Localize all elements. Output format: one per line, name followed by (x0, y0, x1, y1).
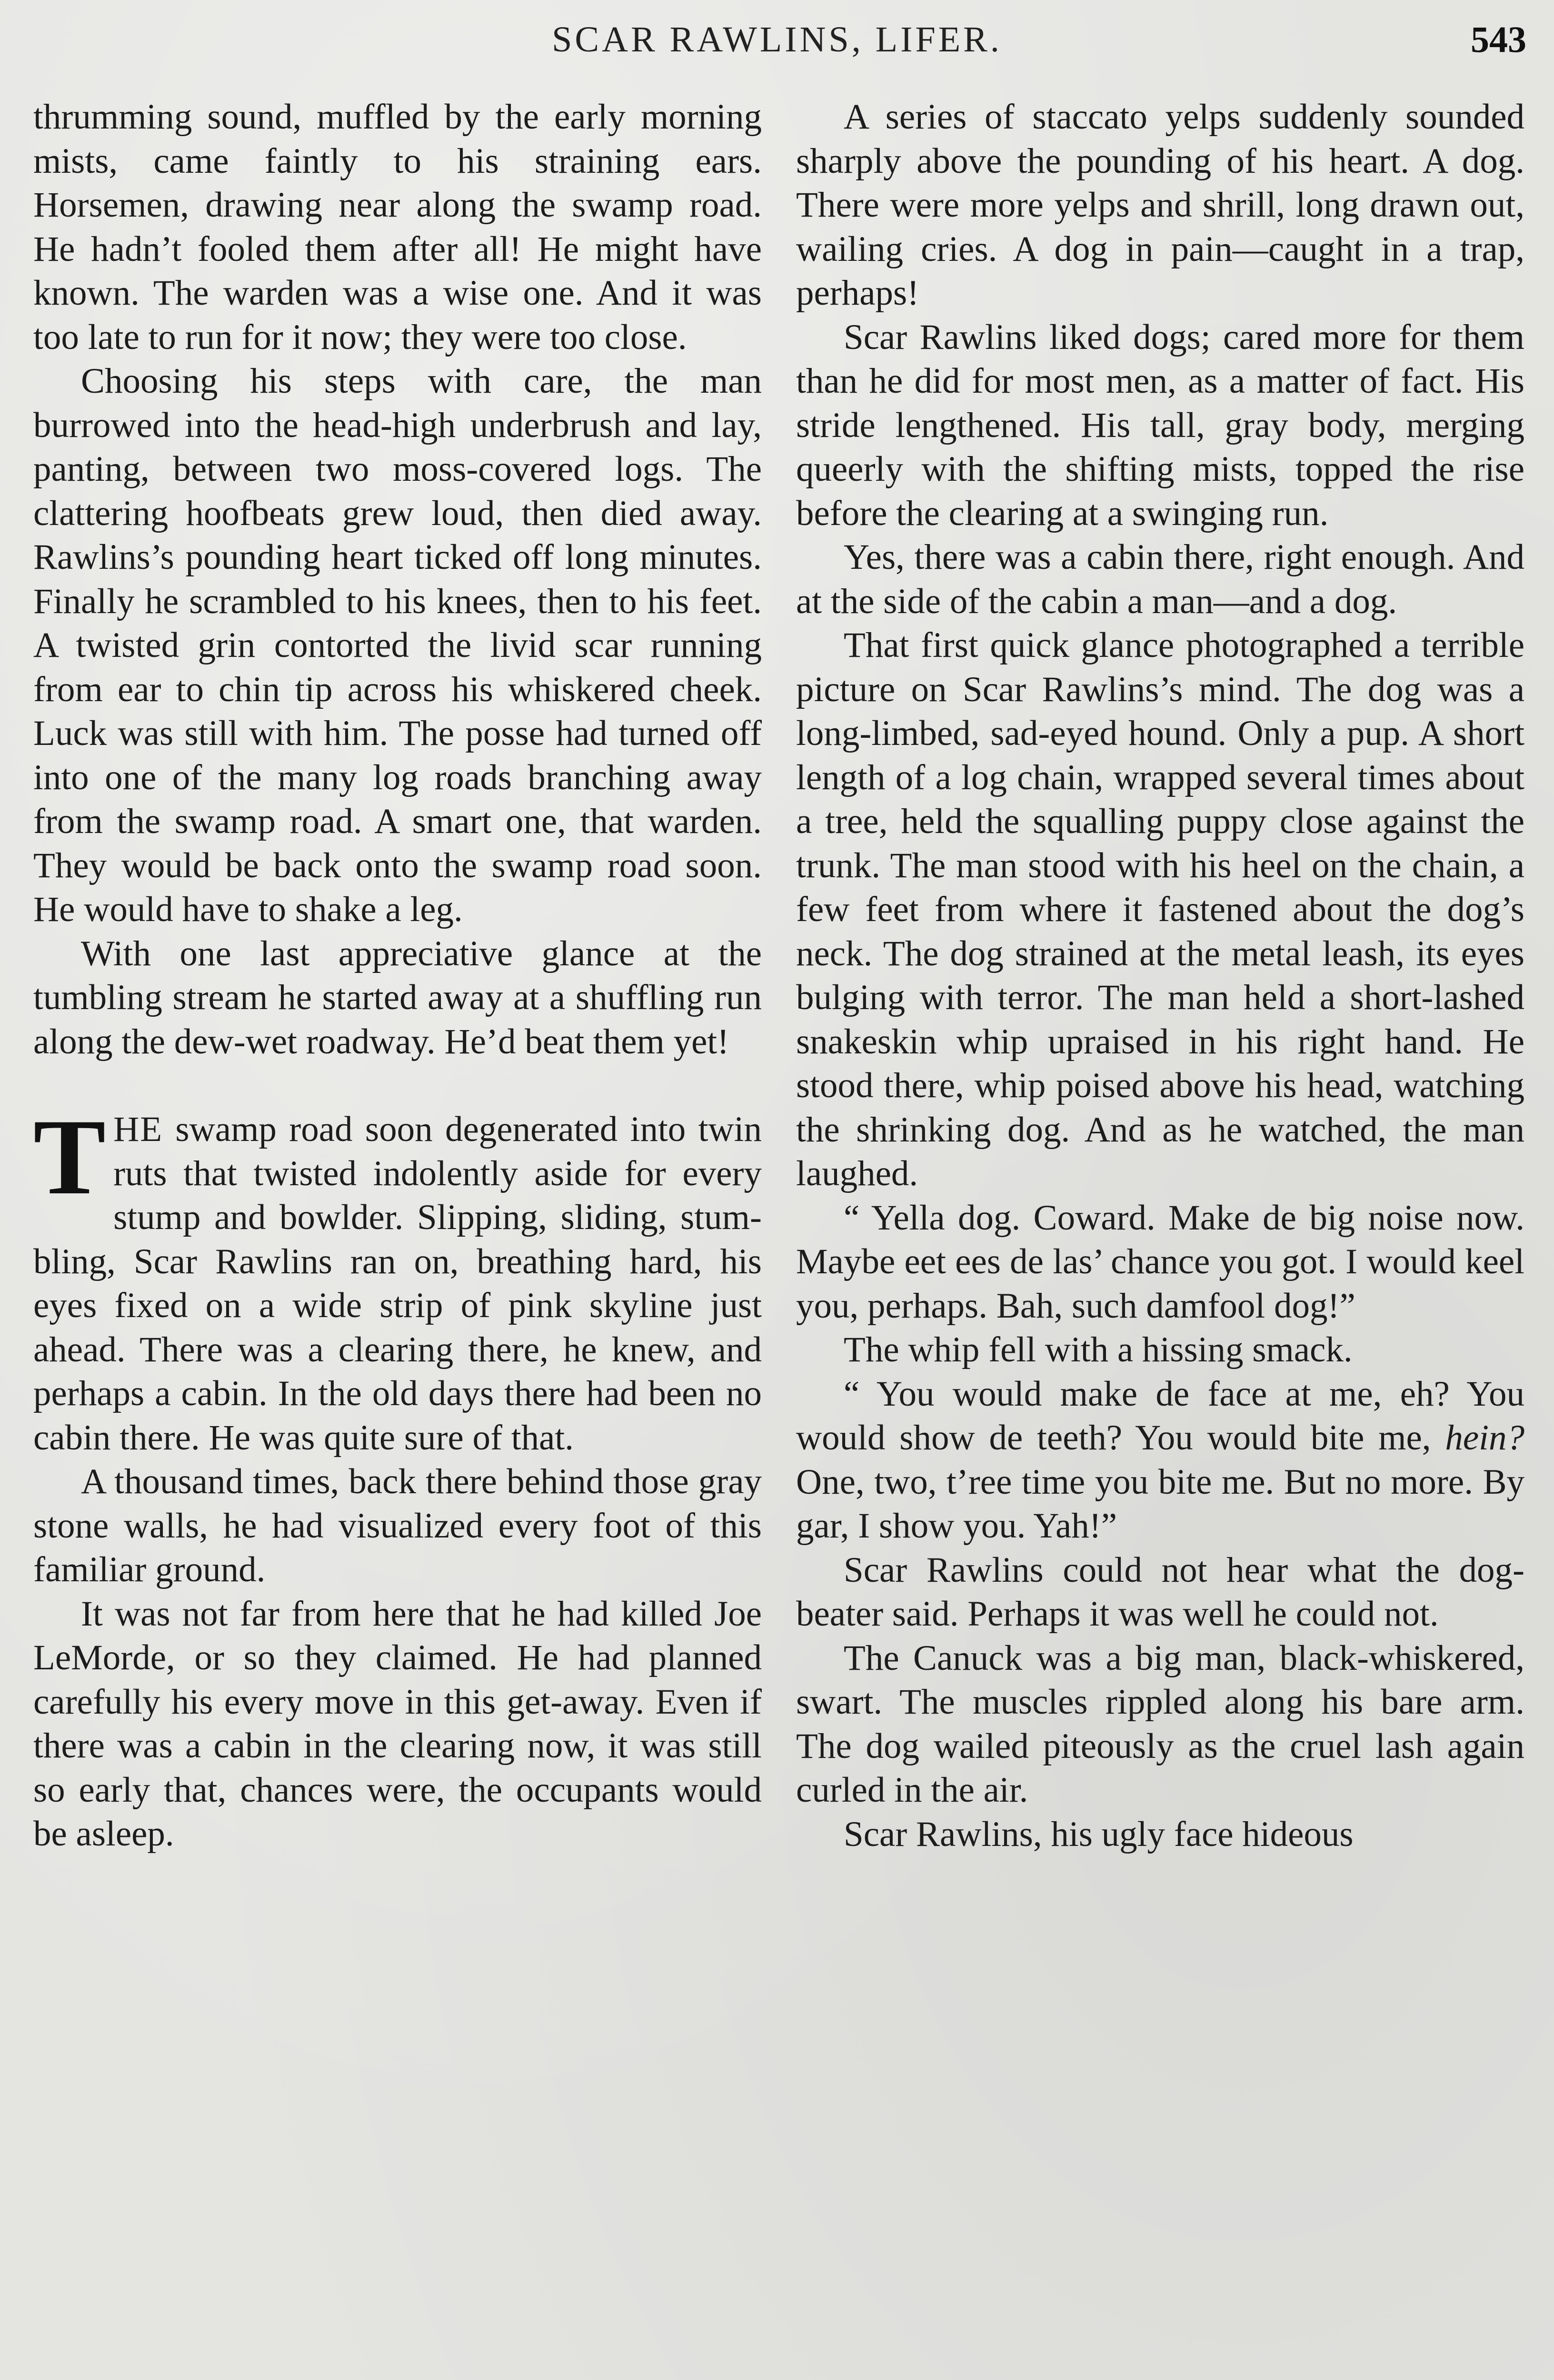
right-column (796, 95, 1524, 1856)
paragraph: “ Yella dog. Coward. Make de big noise now. Maybe eet ees de las’ chance you got. I would keel you, perhaps. Bah, such damfool dog!” (796, 1198, 1524, 1326)
paragraph: Scar Rawlins liked dogs; cared more for them than he did for most men, as a matter of fact. His stride lengthened. His tall, gray body, merging queerly with the shifting mists, topped the rise before the clearing at a swinging run. (796, 317, 1524, 533)
paragraph (796, 1372, 1524, 1548)
paragraph: Scar Rawlins could not hear what the dog-beater said. Perhaps it was well he could not. (796, 1550, 1524, 1634)
paragraph: The Canuck was a big man, black-whiskered, swart. The muscles rippled along his bare arm. The dog wailed piteously as the cruel lash again curled in the air. (796, 1638, 1524, 1810)
section-break (33, 1064, 762, 1108)
left-column (33, 95, 762, 1856)
running-title: SCAR RAWLINS, LIFER. (552, 20, 1002, 60)
paragraph: It was not far from here that he had killed Joe LeMorde, or so they claimed. He had planned carefully his every move in this get-away. Even if there was a cabin in the clearing now, it was still so early that, chances were, the occupants would be asleep. (33, 1594, 762, 1854)
paragraph: Choosing his steps with care, the man burrowed into the head-high underbrush and lay, panting, between two moss-covered logs. The clattering hoofbeats grew loud, then died away. Rawlins’s pounding heart ticked off long minutes. Finally he scrambled to his knees, then to his feet. A twisted grin contorted the livid scar running from ear to chin tip across his whiskered cheek. Luck was still with him. The posse had turned off into one of the many log roads branching away from the swamp road. A smart one, that warden. They would be back onto the swamp road soon. He would have to shake a leg. (33, 361, 762, 929)
paragraph: Scar Rawlins, his ugly face hideous (844, 1814, 1354, 1854)
page-header (0, 13, 1554, 66)
paragraph-text: swamp road soon degenerated into twin ruts that twisted indolently aside for every stump and bowlder. Slipping, sliding, stumbling, Scar Rawlins ran on, breathing hard, his eyes fixed on a wide strip of pink skyline just ahead. There was a clearing there, he knew, and perhaps a cabin. In the old days there had been no cabin there. He was quite sure of that. (33, 1110, 762, 1458)
paragraph-with-drop-cap (33, 1097, 762, 1460)
paragraph: With one last appreciative glance at the tumbling stream he started away at a shuffling run along the dew-wet roadway. He’d beat them yet! (33, 933, 762, 1061)
small-caps-opening: HE (113, 1110, 163, 1149)
italic-word: hein? (1445, 1418, 1524, 1458)
paragraph: That first quick glance photographed a terrible picture on Scar Rawlins’s mind. The dog was a long-limbed, sad-eyed hound. Only a pup. A short length of a log chain, wrapped several times about a tree, held the squalling puppy close against the trunk. The man stood with his heel on the chain, a few feet from where it fastened about the dog’s neck. The dog strained at the metal leash, its eyes bulging with terror. The man held a short-lashed snakeskin whip upraised in his right hand. He stood there, whip poised above his head, watching the shrinking dog. And as he watched, the man laughed. (796, 625, 1524, 1193)
paragraph-text: “ You would make de face at me, eh? You would show de teeth? You would bite me, (796, 1374, 1524, 1458)
page-number: 543 (1471, 19, 1526, 60)
paragraph: A thousand times, back there behind those gray stone walls, he had visualized every foot of this familiar ground. (33, 1462, 762, 1589)
paragraph: thrumming sound, muffled by the early morning mists, came faintly to his straining ears. Horsemen, drawing near along the swamp road. He hadn’t fooled them after all! He might have known. The warden was a wise one. And it was too late to run for it now; they were too close. (33, 97, 762, 357)
drop-cap: T (33, 1097, 106, 1217)
paragraph-text: One, two, t’ree time you bite me. But no more. By gar, I show you. Yah!” (796, 1462, 1524, 1546)
paragraph: The whip fell with a hissing smack. (844, 1330, 1353, 1369)
paragraph: Yes, there was a cabin there, right enough. And at the side of the cabin a man—and a dog. (796, 537, 1524, 621)
paragraph: A series of staccato yelps suddenly sounded sharply above the pounding of his heart. A dog. There were more yelps and shrill, long drawn out, wailing cries. A dog in pain—caught in a trap, perhaps! (796, 97, 1524, 313)
